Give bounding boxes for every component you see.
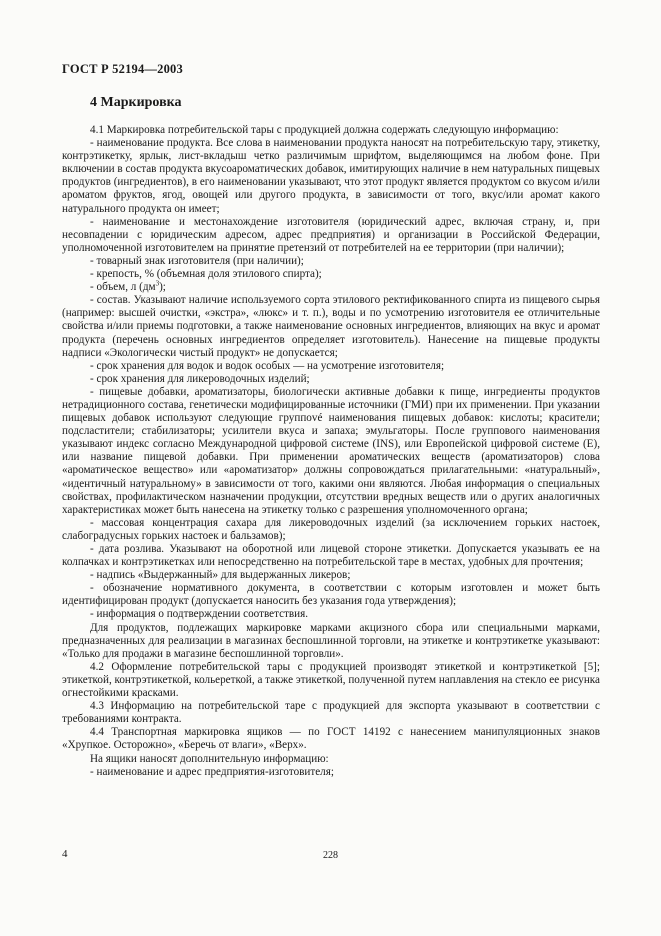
paragraph: - массовая концентрация сахара для ликероводочных изделий (за исключением горьких настоек, слабоградусных горьких настоек и бальзамов);: [62, 516, 600, 542]
paragraph: - состав. Указывают наличие используемого сорта этилового ректификованного спирта из пищевого сырья (например: высшей очистки, «экстра», «люкс» и т. п.), воды и по усмотрению изготовителя ее отличительные свойства и/или приемы подготовки, а также наименование основных ингредиентов, влияющих на вкус и аромат продукта (перечень основных ингредиентов определяет изготовитель). Нанесение на пищевые продукты надписи «Экологически чистый продукт» не допускается;: [62, 294, 600, 359]
paragraph: - наименование продукта. Все слова в наименовании продукта наносят на потребительскую тару, этикетку, контрэтикетку, ярлык, лист-вкладыш четко различимым шрифтом, выделяющимся на любом фоне. При включении в состав продукта вкусоароматических добавок, имитирующих наличие в нем натуральных пищевых продуктов (ингредиентов), в его наименовании указывают, что этот продукт является продуктом со вкусом и/или ароматом фруктов, ягод, овощей или другого продукта, в зависимости от того, вкус/или аромат какого натурального продукта он имеет;: [62, 137, 600, 215]
page-number-global: 228: [323, 850, 338, 861]
volume-text: - объем, л (дм: [90, 281, 156, 294]
paragraph: 4.1 Маркировка потребительской тары с продукцией должна содержать следующую информацию:: [90, 124, 559, 136]
page-number-local: 4: [62, 848, 68, 860]
paragraph: - наименование и адрес предприятия-изготовителя;: [90, 765, 334, 778]
section-title: 4 Маркировка: [90, 95, 182, 110]
paragraph-volume: [62, 281, 600, 294]
paragraph: 4.2 Оформление потребительской тары с продукцией производят этикеткой и контрэтикеткой [5]; этикеткой, контрэтикеткой, кольереткой, а также этикеткой, полученной путем наплавления на стекло ее рисунка огнестойкими красками.: [62, 660, 600, 700]
paragraph: - дата розлива. Указывают на оборотной или лицевой стороне этикетки. Допускается указывать ее на колпачках и контрэтикетках или непосредственно на потребительской таре в местах, удобных для прочтения;: [62, 543, 600, 569]
paragraph: - информация о подтверждении соответствия.: [90, 608, 309, 621]
paragraph: Для продуктов, подлежащих маркировке марками акцизного сбора или специальными марками, предназначенных для реализации в магазинах беспошлинной торговли, на этикетке и контрэтикетке указывают: «Только для продажи в магазине беспошлинной торговли».: [62, 621, 600, 660]
paragraph: - обозначение нормативного документа, в соответствии с которым изготовлен и может быть идентифицирован продукт (допускается наносить без указания года утверждения);: [62, 582, 600, 608]
paragraph: 4.4 Транспортная маркировка ящиков — по ГОСТ 14192 с нанесением манипуляционных знаков «Хрупкое. Осторожно», «Беречь от влаги», «Верх».: [62, 726, 600, 752]
paragraph: - товарный знак изготовителя (при наличии);: [90, 254, 304, 267]
document-id: ГОСТ Р 52194—2003: [62, 62, 183, 76]
paragraph: 4.3 Информацию на потребительской таре с продукцией для экспорта указывают в соответствии с требованиями контракта.: [62, 700, 600, 726]
paragraph: - срок хранения для ликероводочных изделий;: [90, 372, 310, 385]
paragraph: - срок хранения для водок и водок особых — на усмотрение изготовителя;: [90, 359, 445, 372]
paragraph: - надпись «Выдержанный» для выдержанных ликеров;: [90, 569, 351, 582]
volume-text-end: );: [159, 281, 166, 294]
paragraph: - пищевые добавки, ароматизаторы, биологически активные добавки к пище, ингредиенты продуктов нетрадиционного состава, генетически модифицированные источники (ГМИ) при их применении. При указании пищевых добавок используют следующие группové наименования пищевых добавок: кислоты; красители; подсластители; стабилизаторы; усилители вкуса и запаха; эмульгаторы. После группового наименования указывают индекс согласно Международной цифровой системе (INS), или Европейской цифровой системе (Е), или название пищевой добавки. При применении ароматических веществ (ароматизаторов) слова «ароматическое вещество» или «ароматизатор» должны сопровождаться прилагательными: «натуральный», «идентичный натуральному» в зависимости от того, какими они являются. Любая информация о специальных свойствах, профилактическом назначении продукции, отсутствии вредных веществ или о других аналогичных характеристиках может быть нанесена на этикетку только с разрешения уполномоченного органа;: [62, 385, 600, 516]
section-body: [62, 124, 600, 779]
paragraph: На ящики наносят дополнительную информацию:: [90, 752, 329, 765]
paragraph: - крепость, % (объемная доля этилового спирта);: [90, 268, 322, 281]
superscript: 3: [155, 279, 160, 288]
paragraph: - наименование и местонахождение изготовителя (юридический адрес, включая страну, и, при несовпадении с юридическим адресом, адрес предприятия) и организации в Российской Федерации, уполномоченной изготовителем на принятие претензий от потребителей на ее территории (при наличии);: [62, 215, 600, 254]
